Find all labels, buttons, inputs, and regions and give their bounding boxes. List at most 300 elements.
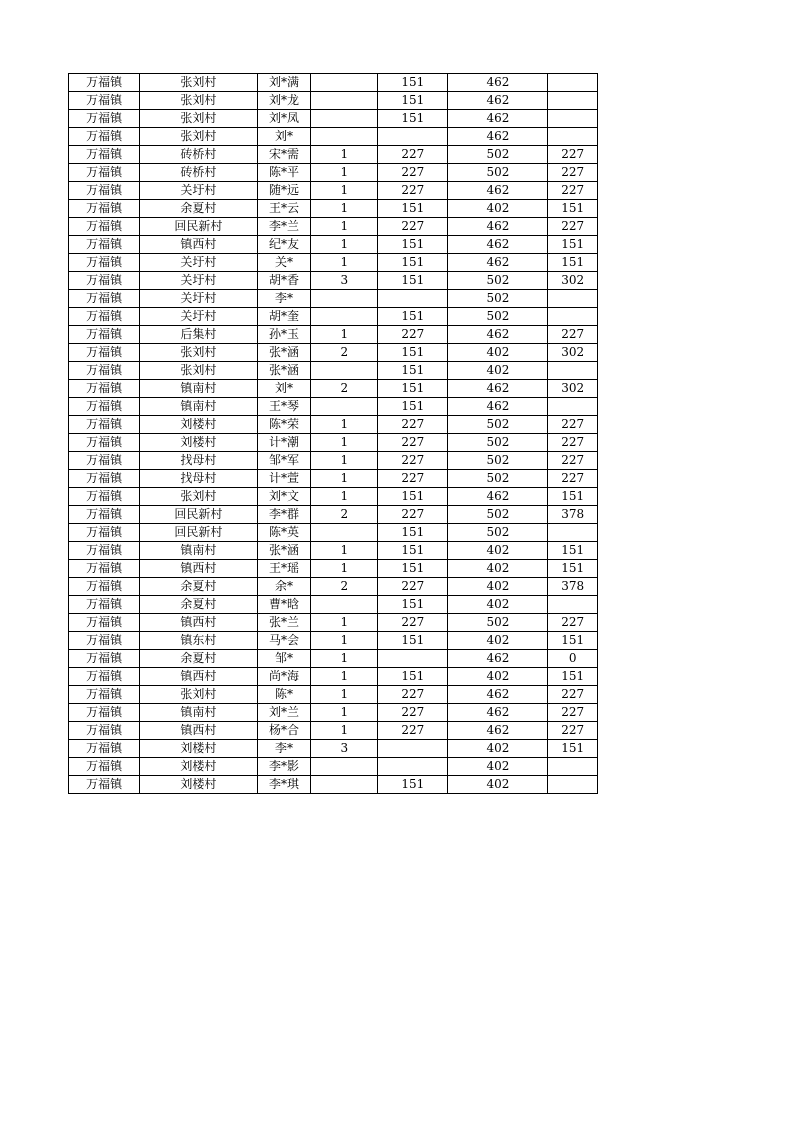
amount-b-cell: 462 bbox=[448, 704, 548, 722]
name-cell: 陈*荣 bbox=[257, 416, 311, 434]
town-cell: 万福镇 bbox=[69, 632, 140, 650]
name-cell: 王*瑶 bbox=[257, 560, 311, 578]
town-cell: 万福镇 bbox=[69, 740, 140, 758]
table-row bbox=[69, 74, 598, 92]
village-cell: 镇西村 bbox=[140, 722, 258, 740]
village-cell: 镇南村 bbox=[140, 398, 258, 416]
name-cell: 孙*玉 bbox=[257, 326, 311, 344]
amount-b-cell: 402 bbox=[448, 668, 548, 686]
amount-total-cell: 227 bbox=[548, 164, 598, 182]
count-cell bbox=[311, 596, 378, 614]
count-cell bbox=[311, 290, 378, 308]
amount-total-cell: 151 bbox=[548, 740, 598, 758]
amount-b-cell: 502 bbox=[448, 416, 548, 434]
count-cell: 1 bbox=[311, 668, 378, 686]
table-row bbox=[69, 470, 598, 488]
count-cell: 1 bbox=[311, 560, 378, 578]
name-cell: 刘*龙 bbox=[257, 92, 311, 110]
village-cell: 镇南村 bbox=[140, 380, 258, 398]
table-row bbox=[69, 362, 598, 380]
town-cell: 万福镇 bbox=[69, 254, 140, 272]
name-cell: 刘*兰 bbox=[257, 704, 311, 722]
village-cell: 镇南村 bbox=[140, 542, 258, 560]
count-cell: 1 bbox=[311, 182, 378, 200]
town-cell: 万福镇 bbox=[69, 362, 140, 380]
amount-b-cell: 402 bbox=[448, 596, 548, 614]
count-cell: 3 bbox=[311, 272, 378, 290]
table-row bbox=[69, 596, 598, 614]
amount-total-cell: 151 bbox=[548, 668, 598, 686]
amount-a-cell bbox=[378, 740, 448, 758]
amount-a-cell: 227 bbox=[378, 506, 448, 524]
amount-total-cell: 378 bbox=[548, 506, 598, 524]
amount-a-cell: 227 bbox=[378, 182, 448, 200]
town-cell: 万福镇 bbox=[69, 398, 140, 416]
count-cell: 1 bbox=[311, 632, 378, 650]
village-cell: 关圩村 bbox=[140, 254, 258, 272]
table-row bbox=[69, 164, 598, 182]
amount-total-cell: 302 bbox=[548, 344, 598, 362]
table-row bbox=[69, 290, 598, 308]
amount-b-cell: 402 bbox=[448, 758, 548, 776]
table-row bbox=[69, 686, 598, 704]
amount-a-cell: 227 bbox=[378, 146, 448, 164]
table-row bbox=[69, 452, 598, 470]
amount-a-cell: 227 bbox=[378, 614, 448, 632]
count-cell: 1 bbox=[311, 416, 378, 434]
amount-a-cell: 227 bbox=[378, 470, 448, 488]
count-cell bbox=[311, 92, 378, 110]
count-cell: 1 bbox=[311, 488, 378, 506]
town-cell: 万福镇 bbox=[69, 272, 140, 290]
amount-a-cell: 151 bbox=[378, 542, 448, 560]
name-cell: 李*琪 bbox=[257, 776, 311, 794]
name-cell: 计*萱 bbox=[257, 470, 311, 488]
town-cell: 万福镇 bbox=[69, 704, 140, 722]
amount-b-cell: 402 bbox=[448, 200, 548, 218]
amount-a-cell: 151 bbox=[378, 488, 448, 506]
town-cell: 万福镇 bbox=[69, 560, 140, 578]
town-cell: 万福镇 bbox=[69, 308, 140, 326]
village-cell: 张刘村 bbox=[140, 362, 258, 380]
amount-a-cell: 151 bbox=[378, 380, 448, 398]
town-cell: 万福镇 bbox=[69, 92, 140, 110]
amount-a-cell: 151 bbox=[378, 74, 448, 92]
count-cell: 1 bbox=[311, 650, 378, 668]
amount-a-cell: 227 bbox=[378, 722, 448, 740]
name-cell: 曹*晗 bbox=[257, 596, 311, 614]
amount-total-cell: 302 bbox=[548, 380, 598, 398]
village-cell: 刘楼村 bbox=[140, 758, 258, 776]
count-cell: 1 bbox=[311, 614, 378, 632]
village-cell: 砖桥村 bbox=[140, 146, 258, 164]
town-cell: 万福镇 bbox=[69, 380, 140, 398]
count-cell: 1 bbox=[311, 434, 378, 452]
amount-b-cell: 402 bbox=[448, 740, 548, 758]
spreadsheet-page bbox=[68, 73, 598, 794]
name-cell: 刘*文 bbox=[257, 488, 311, 506]
village-cell: 回民新村 bbox=[140, 524, 258, 542]
amount-b-cell: 502 bbox=[448, 272, 548, 290]
village-cell: 关圩村 bbox=[140, 182, 258, 200]
amount-a-cell: 151 bbox=[378, 524, 448, 542]
count-cell: 1 bbox=[311, 164, 378, 182]
name-cell: 李*影 bbox=[257, 758, 311, 776]
count-cell bbox=[311, 398, 378, 416]
village-cell: 张刘村 bbox=[140, 686, 258, 704]
table-row bbox=[69, 146, 598, 164]
name-cell: 刘* bbox=[257, 128, 311, 146]
table-row bbox=[69, 308, 598, 326]
name-cell: 张*涵 bbox=[257, 542, 311, 560]
amount-a-cell: 151 bbox=[378, 344, 448, 362]
village-cell: 刘楼村 bbox=[140, 416, 258, 434]
village-cell: 镇西村 bbox=[140, 236, 258, 254]
town-cell: 万福镇 bbox=[69, 200, 140, 218]
amount-total-cell: 151 bbox=[548, 542, 598, 560]
amount-a-cell: 227 bbox=[378, 578, 448, 596]
table-row bbox=[69, 704, 598, 722]
town-cell: 万福镇 bbox=[69, 74, 140, 92]
table-row bbox=[69, 128, 598, 146]
name-cell: 关* bbox=[257, 254, 311, 272]
count-cell bbox=[311, 758, 378, 776]
table-row bbox=[69, 434, 598, 452]
amount-total-cell: 151 bbox=[548, 236, 598, 254]
amount-total-cell bbox=[548, 308, 598, 326]
count-cell bbox=[311, 308, 378, 326]
name-cell: 陈*平 bbox=[257, 164, 311, 182]
table-row bbox=[69, 254, 598, 272]
amount-total-cell: 378 bbox=[548, 578, 598, 596]
village-cell: 刘楼村 bbox=[140, 776, 258, 794]
village-cell: 张刘村 bbox=[140, 344, 258, 362]
town-cell: 万福镇 bbox=[69, 722, 140, 740]
amount-total-cell: 151 bbox=[548, 488, 598, 506]
table-row bbox=[69, 578, 598, 596]
count-cell: 1 bbox=[311, 704, 378, 722]
table-row bbox=[69, 380, 598, 398]
amount-b-cell: 402 bbox=[448, 632, 548, 650]
count-cell bbox=[311, 128, 378, 146]
amount-b-cell: 462 bbox=[448, 254, 548, 272]
village-cell: 刘楼村 bbox=[140, 740, 258, 758]
village-cell: 余夏村 bbox=[140, 650, 258, 668]
count-cell: 1 bbox=[311, 686, 378, 704]
table-row bbox=[69, 92, 598, 110]
amount-total-cell: 151 bbox=[548, 632, 598, 650]
amount-b-cell: 462 bbox=[448, 650, 548, 668]
count-cell: 1 bbox=[311, 470, 378, 488]
amount-a-cell: 227 bbox=[378, 218, 448, 236]
amount-total-cell: 227 bbox=[548, 722, 598, 740]
town-cell: 万福镇 bbox=[69, 524, 140, 542]
name-cell: 余* bbox=[257, 578, 311, 596]
town-cell: 万福镇 bbox=[69, 236, 140, 254]
town-cell: 万福镇 bbox=[69, 434, 140, 452]
count-cell: 1 bbox=[311, 236, 378, 254]
amount-total-cell: 227 bbox=[548, 326, 598, 344]
name-cell: 李*兰 bbox=[257, 218, 311, 236]
table-row bbox=[69, 218, 598, 236]
town-cell: 万福镇 bbox=[69, 344, 140, 362]
amount-a-cell: 227 bbox=[378, 434, 448, 452]
amount-a-cell: 151 bbox=[378, 110, 448, 128]
amount-a-cell: 227 bbox=[378, 416, 448, 434]
amount-b-cell: 402 bbox=[448, 362, 548, 380]
amount-total-cell: 227 bbox=[548, 686, 598, 704]
village-cell: 余夏村 bbox=[140, 596, 258, 614]
town-cell: 万福镇 bbox=[69, 110, 140, 128]
table-row bbox=[69, 488, 598, 506]
count-cell: 1 bbox=[311, 452, 378, 470]
town-cell: 万福镇 bbox=[69, 416, 140, 434]
count-cell bbox=[311, 74, 378, 92]
village-cell: 镇西村 bbox=[140, 614, 258, 632]
amount-a-cell: 151 bbox=[378, 200, 448, 218]
count-cell: 1 bbox=[311, 722, 378, 740]
table-body bbox=[69, 74, 598, 794]
village-cell: 砖桥村 bbox=[140, 164, 258, 182]
amount-a-cell: 151 bbox=[378, 560, 448, 578]
amount-b-cell: 462 bbox=[448, 722, 548, 740]
amount-total-cell: 227 bbox=[548, 182, 598, 200]
name-cell: 刘*凤 bbox=[257, 110, 311, 128]
amount-total-cell: 151 bbox=[548, 254, 598, 272]
town-cell: 万福镇 bbox=[69, 182, 140, 200]
amount-b-cell: 462 bbox=[448, 398, 548, 416]
count-cell: 2 bbox=[311, 578, 378, 596]
name-cell: 胡*奎 bbox=[257, 308, 311, 326]
village-cell: 镇西村 bbox=[140, 668, 258, 686]
town-cell: 万福镇 bbox=[69, 506, 140, 524]
name-cell: 王*云 bbox=[257, 200, 311, 218]
town-cell: 万福镇 bbox=[69, 614, 140, 632]
amount-total-cell bbox=[548, 362, 598, 380]
amount-b-cell: 462 bbox=[448, 218, 548, 236]
amount-b-cell: 462 bbox=[448, 380, 548, 398]
amount-total-cell bbox=[548, 596, 598, 614]
amount-b-cell: 502 bbox=[448, 308, 548, 326]
name-cell: 随*远 bbox=[257, 182, 311, 200]
amount-b-cell: 402 bbox=[448, 344, 548, 362]
count-cell bbox=[311, 776, 378, 794]
table-row bbox=[69, 650, 598, 668]
name-cell: 马*会 bbox=[257, 632, 311, 650]
name-cell: 张*涵 bbox=[257, 362, 311, 380]
town-cell: 万福镇 bbox=[69, 290, 140, 308]
village-cell: 张刘村 bbox=[140, 110, 258, 128]
amount-total-cell bbox=[548, 758, 598, 776]
count-cell: 1 bbox=[311, 218, 378, 236]
amount-a-cell: 151 bbox=[378, 776, 448, 794]
town-cell: 万福镇 bbox=[69, 470, 140, 488]
amount-total-cell bbox=[548, 128, 598, 146]
village-cell: 张刘村 bbox=[140, 92, 258, 110]
name-cell: 李*群 bbox=[257, 506, 311, 524]
name-cell: 杨*合 bbox=[257, 722, 311, 740]
count-cell: 1 bbox=[311, 146, 378, 164]
amount-a-cell: 151 bbox=[378, 92, 448, 110]
table-row bbox=[69, 614, 598, 632]
town-cell: 万福镇 bbox=[69, 452, 140, 470]
amount-b-cell: 502 bbox=[448, 524, 548, 542]
amount-total-cell: 151 bbox=[548, 560, 598, 578]
name-cell: 王*琴 bbox=[257, 398, 311, 416]
village-cell: 关圩村 bbox=[140, 308, 258, 326]
village-cell: 镇东村 bbox=[140, 632, 258, 650]
village-cell: 镇南村 bbox=[140, 704, 258, 722]
amount-a-cell: 151 bbox=[378, 632, 448, 650]
name-cell: 刘* bbox=[257, 380, 311, 398]
amount-b-cell: 462 bbox=[448, 74, 548, 92]
name-cell: 邹*军 bbox=[257, 452, 311, 470]
amount-b-cell: 502 bbox=[448, 164, 548, 182]
table-row bbox=[69, 182, 598, 200]
town-cell: 万福镇 bbox=[69, 776, 140, 794]
name-cell: 刘*满 bbox=[257, 74, 311, 92]
amount-a-cell: 151 bbox=[378, 272, 448, 290]
count-cell: 3 bbox=[311, 740, 378, 758]
name-cell: 陈* bbox=[257, 686, 311, 704]
table-row bbox=[69, 416, 598, 434]
village-cell: 余夏村 bbox=[140, 200, 258, 218]
town-cell: 万福镇 bbox=[69, 650, 140, 668]
amount-b-cell: 462 bbox=[448, 488, 548, 506]
village-cell: 张刘村 bbox=[140, 488, 258, 506]
amount-total-cell bbox=[548, 110, 598, 128]
amount-b-cell: 402 bbox=[448, 560, 548, 578]
table-row bbox=[69, 344, 598, 362]
count-cell: 2 bbox=[311, 380, 378, 398]
data-table bbox=[68, 73, 598, 794]
count-cell bbox=[311, 110, 378, 128]
count-cell bbox=[311, 362, 378, 380]
table-row bbox=[69, 110, 598, 128]
amount-a-cell: 151 bbox=[378, 308, 448, 326]
amount-b-cell: 462 bbox=[448, 182, 548, 200]
village-cell: 镇西村 bbox=[140, 560, 258, 578]
village-cell: 关圩村 bbox=[140, 290, 258, 308]
amount-b-cell: 402 bbox=[448, 578, 548, 596]
village-cell: 回民新村 bbox=[140, 218, 258, 236]
amount-a-cell bbox=[378, 290, 448, 308]
amount-total-cell: 227 bbox=[548, 416, 598, 434]
table-row bbox=[69, 632, 598, 650]
table-row bbox=[69, 560, 598, 578]
name-cell: 计*潮 bbox=[257, 434, 311, 452]
amount-a-cell bbox=[378, 128, 448, 146]
amount-b-cell: 402 bbox=[448, 542, 548, 560]
name-cell: 纪*友 bbox=[257, 236, 311, 254]
amount-b-cell: 502 bbox=[448, 452, 548, 470]
amount-a-cell bbox=[378, 758, 448, 776]
amount-b-cell: 462 bbox=[448, 236, 548, 254]
table-row bbox=[69, 236, 598, 254]
amount-b-cell: 502 bbox=[448, 614, 548, 632]
amount-b-cell: 462 bbox=[448, 128, 548, 146]
table-row bbox=[69, 776, 598, 794]
amount-a-cell: 151 bbox=[378, 254, 448, 272]
town-cell: 万福镇 bbox=[69, 758, 140, 776]
amount-a-cell: 151 bbox=[378, 398, 448, 416]
town-cell: 万福镇 bbox=[69, 668, 140, 686]
amount-a-cell: 227 bbox=[378, 164, 448, 182]
town-cell: 万福镇 bbox=[69, 578, 140, 596]
amount-b-cell: 502 bbox=[448, 146, 548, 164]
amount-a-cell: 151 bbox=[378, 362, 448, 380]
amount-total-cell: 227 bbox=[548, 470, 598, 488]
amount-total-cell: 302 bbox=[548, 272, 598, 290]
amount-total-cell bbox=[548, 92, 598, 110]
table-row bbox=[69, 200, 598, 218]
amount-a-cell: 227 bbox=[378, 704, 448, 722]
table-row bbox=[69, 668, 598, 686]
count-cell: 1 bbox=[311, 326, 378, 344]
village-cell: 关圩村 bbox=[140, 272, 258, 290]
amount-total-cell bbox=[548, 290, 598, 308]
amount-b-cell: 462 bbox=[448, 110, 548, 128]
village-cell: 张刘村 bbox=[140, 128, 258, 146]
name-cell: 张*兰 bbox=[257, 614, 311, 632]
amount-a-cell: 151 bbox=[378, 668, 448, 686]
amount-total-cell: 227 bbox=[548, 434, 598, 452]
table-row bbox=[69, 740, 598, 758]
table-row bbox=[69, 758, 598, 776]
amount-total-cell bbox=[548, 74, 598, 92]
amount-total-cell: 227 bbox=[548, 146, 598, 164]
name-cell: 张*涵 bbox=[257, 344, 311, 362]
amount-b-cell: 462 bbox=[448, 686, 548, 704]
town-cell: 万福镇 bbox=[69, 218, 140, 236]
amount-total-cell: 227 bbox=[548, 704, 598, 722]
table-row bbox=[69, 272, 598, 290]
amount-a-cell: 227 bbox=[378, 452, 448, 470]
amount-b-cell: 502 bbox=[448, 470, 548, 488]
town-cell: 万福镇 bbox=[69, 488, 140, 506]
amount-total-cell bbox=[548, 398, 598, 416]
amount-a-cell: 227 bbox=[378, 326, 448, 344]
amount-total-cell: 227 bbox=[548, 452, 598, 470]
name-cell: 尚*海 bbox=[257, 668, 311, 686]
table-row bbox=[69, 524, 598, 542]
amount-a-cell: 227 bbox=[378, 686, 448, 704]
village-cell: 找母村 bbox=[140, 470, 258, 488]
amount-a-cell bbox=[378, 650, 448, 668]
amount-total-cell: 0 bbox=[548, 650, 598, 668]
count-cell: 2 bbox=[311, 344, 378, 362]
table-row bbox=[69, 542, 598, 560]
village-cell: 余夏村 bbox=[140, 578, 258, 596]
count-cell bbox=[311, 524, 378, 542]
amount-total-cell: 227 bbox=[548, 218, 598, 236]
amount-total-cell: 151 bbox=[548, 200, 598, 218]
town-cell: 万福镇 bbox=[69, 128, 140, 146]
table-row bbox=[69, 722, 598, 740]
village-cell: 找母村 bbox=[140, 452, 258, 470]
name-cell: 陈*英 bbox=[257, 524, 311, 542]
count-cell: 2 bbox=[311, 506, 378, 524]
town-cell: 万福镇 bbox=[69, 686, 140, 704]
count-cell: 1 bbox=[311, 542, 378, 560]
table-row bbox=[69, 398, 598, 416]
name-cell: 李* bbox=[257, 290, 311, 308]
amount-b-cell: 502 bbox=[448, 434, 548, 452]
table-row bbox=[69, 326, 598, 344]
count-cell: 1 bbox=[311, 254, 378, 272]
amount-b-cell: 462 bbox=[448, 326, 548, 344]
amount-a-cell: 151 bbox=[378, 596, 448, 614]
